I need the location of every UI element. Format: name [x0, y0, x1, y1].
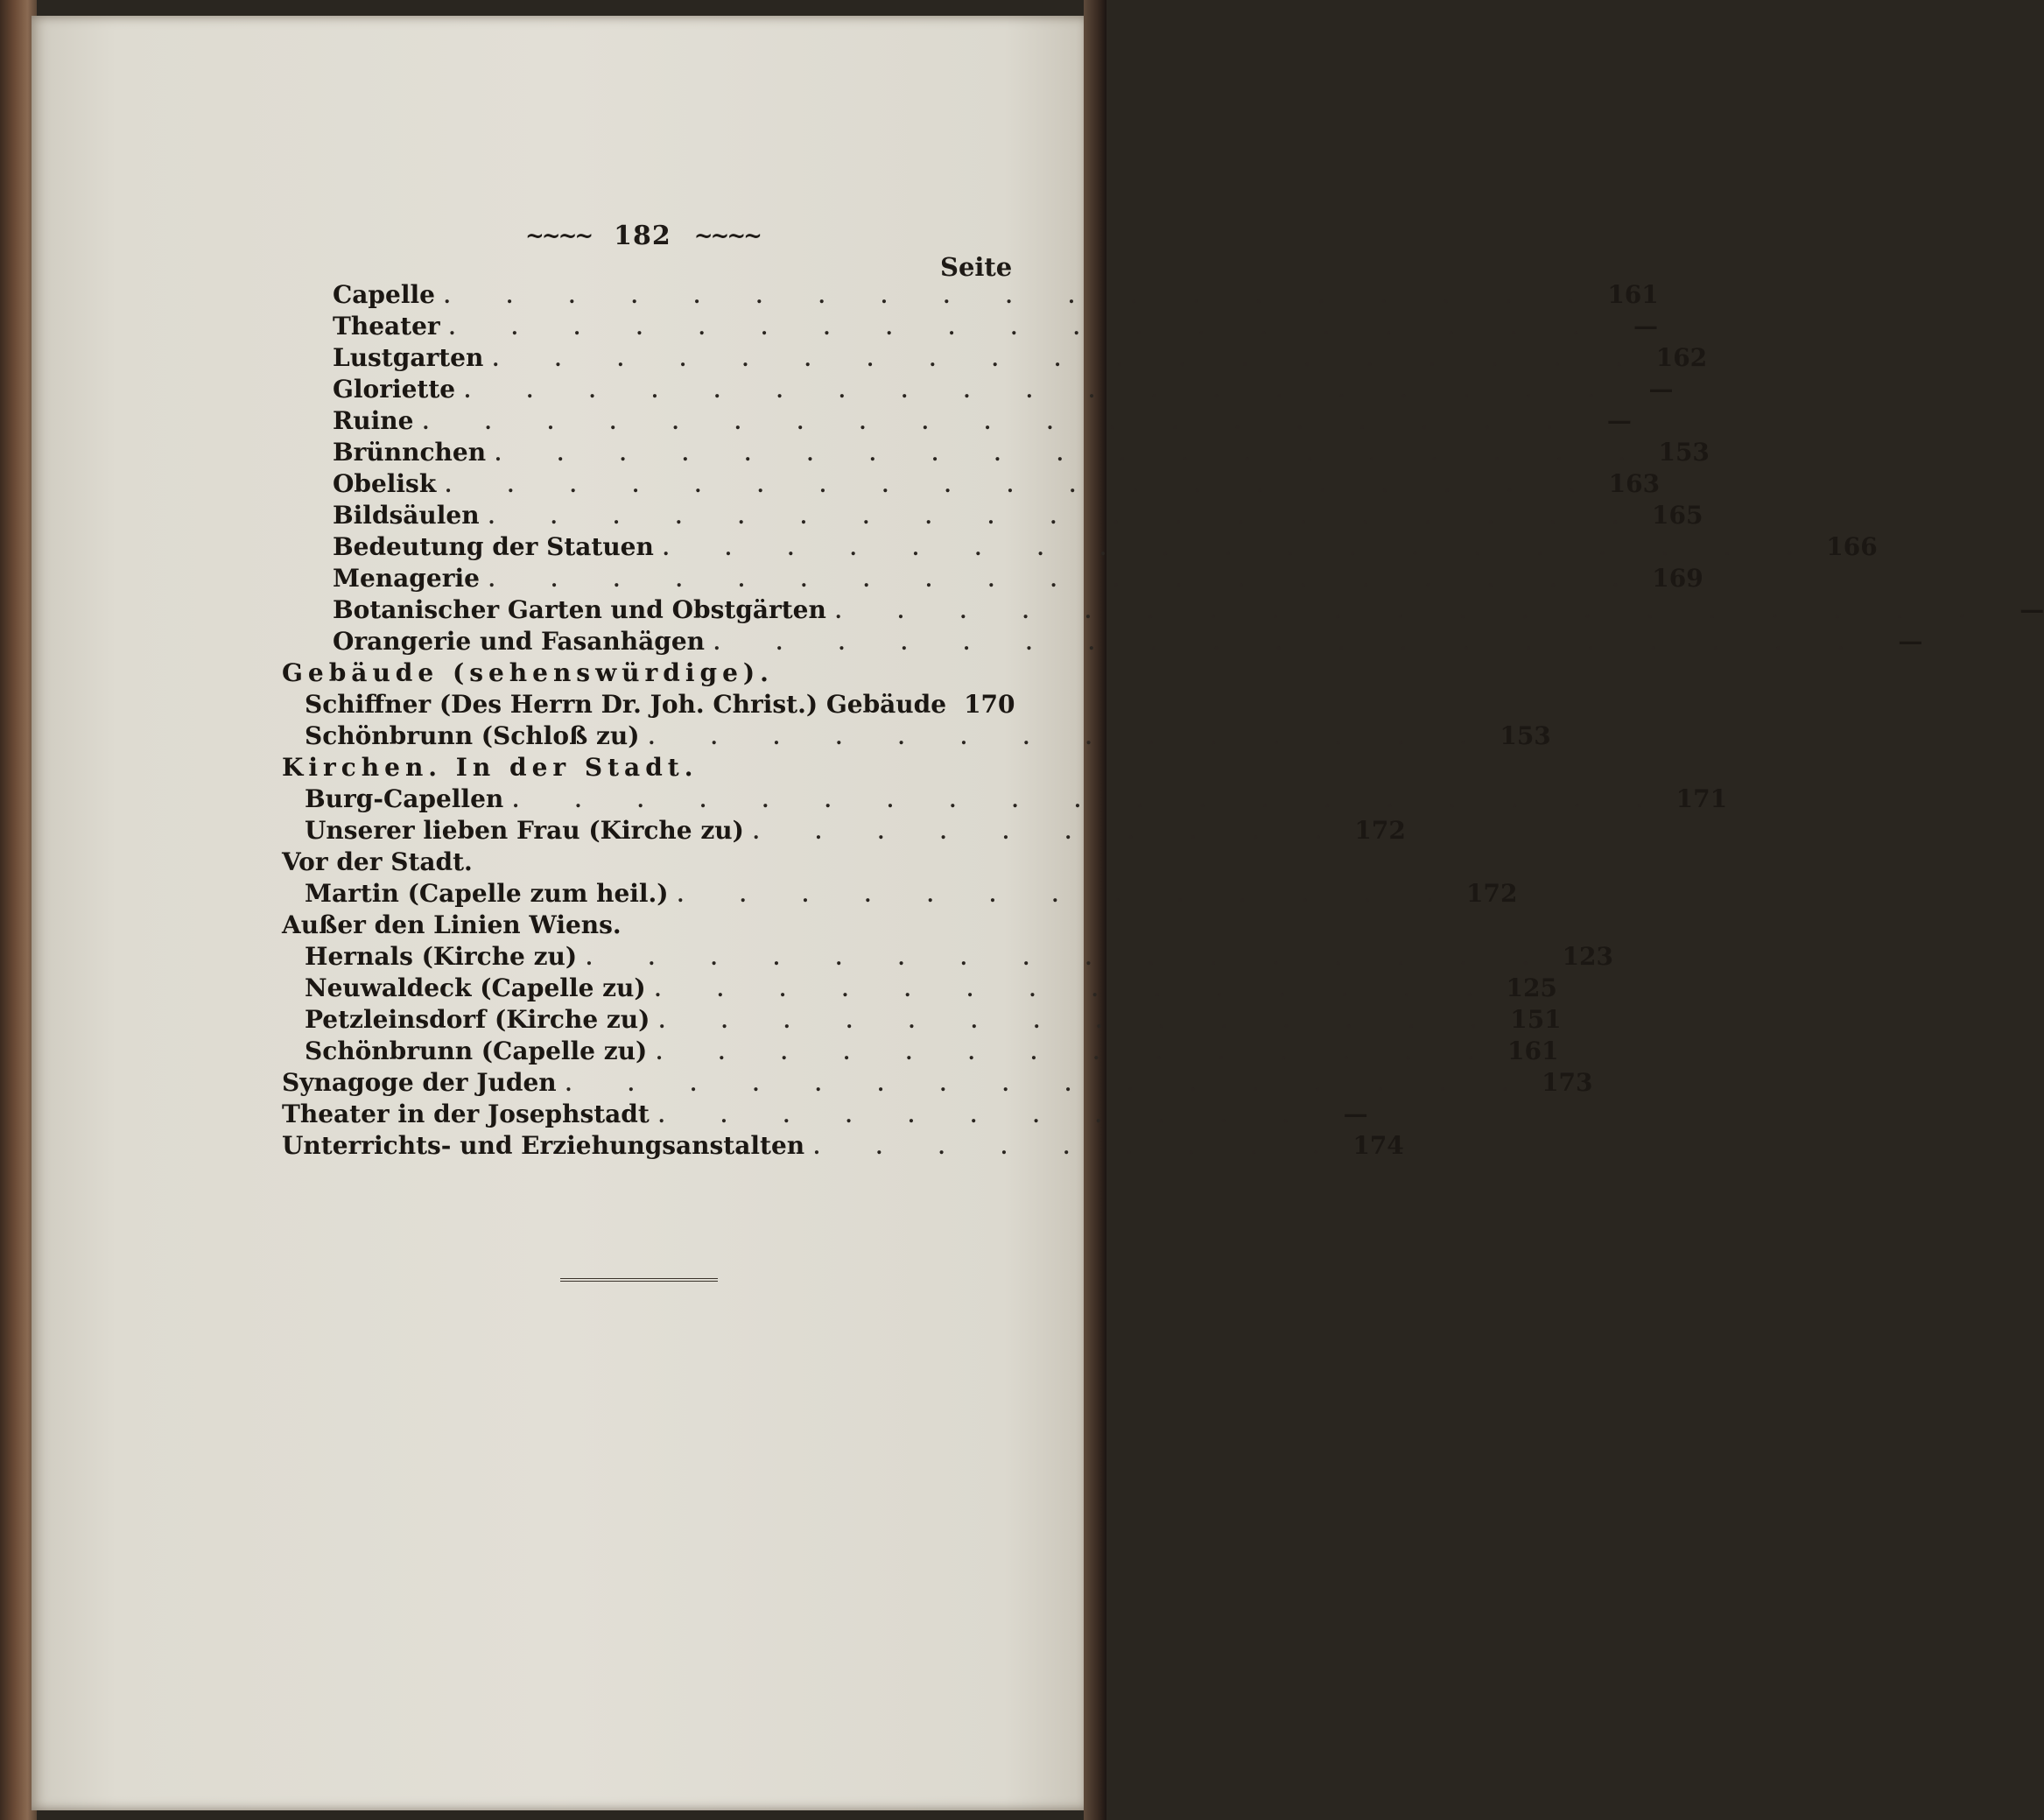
leader-dots: . . . . . . . . . — [813, 1136, 1345, 1159]
toc-entry — [333, 312, 1659, 343]
toc-entry — [305, 1005, 1562, 1036]
toc-entry-page: 153 — [1500, 721, 1551, 750]
toc-entry — [305, 721, 1551, 753]
toc-entry-label: Unserer lieben Frau (Kirche zu) — [305, 816, 744, 845]
toc-entry — [282, 1131, 1404, 1163]
toc-entry-page: 171 — [1675, 784, 1728, 813]
leader-dots: . . . . . . . . . . . . . . — [654, 979, 1498, 1001]
toc-entry-label: Petzleinsdorf (Kirche zu) — [305, 1005, 650, 1034]
leader-dots: . . . . . . . . . . . . . . . . — [565, 1073, 1534, 1096]
leader-dots: . . . . . . . . . . . . . . . . . . . — [662, 538, 1818, 560]
toc-entry — [333, 343, 1708, 375]
toc-entry — [333, 406, 1632, 438]
column-header-seite: Seite — [940, 252, 1013, 282]
toc-entry-label: Brünnchen — [333, 438, 487, 467]
toc-entry — [305, 784, 1728, 816]
toc-entry-page: 174 — [1352, 1131, 1404, 1160]
toc-entry — [333, 469, 1661, 501]
leader-dots: . . . . . . . . . . . . . . . . . . . — [834, 601, 1991, 623]
toc-entry — [282, 1100, 1368, 1131]
toc-entry-page: 162 — [1655, 343, 1708, 372]
leader-dots: . . . . . . . . . . . . . . — [656, 1042, 1500, 1065]
leader-dots: . . . . . . . . . . . . . . . . . . . — [445, 474, 1600, 497]
toc-entry-page: 165 — [1651, 501, 1703, 530]
toc-section-heading — [282, 753, 1011, 784]
toc-section-label: Gebäude (sehenswürdige). — [282, 658, 774, 687]
toc-entry-label: Theater — [333, 312, 440, 341]
toc-entry-page: 173 — [1542, 1068, 1593, 1097]
toc-entry — [333, 532, 1878, 564]
toc-entry — [333, 501, 1703, 532]
toc-entry — [305, 816, 1406, 847]
leader-dots: . . . . . . . . . . . . . — [677, 884, 1458, 907]
toc-entry-label: Capelle — [333, 280, 435, 309]
toc-entry-page: 161 — [1507, 1036, 1559, 1065]
toc-entry-label: Unterrichts- und Erziehungsanstalten — [282, 1131, 805, 1160]
toc-entry — [333, 375, 1674, 406]
toc-entry-page: 153 — [1658, 438, 1710, 467]
toc-entry — [333, 595, 2044, 627]
toc-entry-page: 172 — [1466, 879, 1518, 908]
leader-dots: . . . . . . . . . . . . . . . . . . . — [488, 506, 1643, 529]
header-ornament-left: ~~~~ — [525, 222, 592, 249]
toc-entry-page: 169 — [1652, 564, 1703, 593]
toc-entry-label: Synagoge der Juden — [282, 1068, 557, 1097]
toc-entry-label: Orangerie und Fasanhägen — [333, 627, 706, 656]
toc-entry-page: — — [1898, 627, 1923, 656]
leader-dots: . . . . . . . . . . . . . . — [648, 727, 1492, 749]
toc-entry-label: Botanischer Garten und Obstgärten — [333, 595, 826, 624]
toc-entry-label: Hernals (Kirche zu) — [305, 942, 578, 971]
toc-entry — [333, 280, 1659, 312]
toc-entry-page: — — [1648, 375, 1674, 404]
leader-dots: . . . . . . . . . . . . . . . . . . . — [422, 411, 1577, 434]
page-number: 182 — [614, 221, 671, 251]
toc-entry-label: Obelisk — [333, 469, 437, 498]
leader-dots: . . . . . . . . . . . . . . . . — [586, 947, 1554, 970]
toc-entry-label: Ruine — [333, 406, 414, 435]
toc-entry-label: Bedeutung der Statuen — [333, 532, 654, 561]
toc-entry — [282, 1068, 1593, 1100]
leader-dots: . . . . . . . . . . . . . . . . . . . — [713, 632, 1869, 655]
leader-dots: . . . . . . . . . . — [752, 821, 1346, 844]
leader-dots: . . . . . . . . . . . . . . . . . . . — [464, 380, 1619, 403]
toc-entry-label: Bildsäulen — [333, 501, 480, 530]
leader-dots: . . . . . . . . . . . — [657, 1105, 1314, 1128]
header-ornament-right: ~~~~ — [693, 222, 760, 249]
toc-entry-page: — — [1633, 312, 1659, 341]
toc-section-label: Vor der Stadt. — [282, 847, 473, 876]
toc-entry — [305, 690, 1015, 721]
end-rule-ornament — [560, 1268, 718, 1282]
toc-section-heading — [282, 658, 1011, 690]
toc-entry — [333, 438, 1710, 469]
toc-entry-label: Theater in der Josephstadt — [282, 1100, 650, 1128]
toc-entry-label: Burg-Capellen — [305, 784, 504, 813]
toc-entry-label: Schiffner (Des Herrn Dr. Joh. Christ.) Gebäude — [305, 690, 947, 719]
toc-entry — [305, 1036, 1559, 1068]
toc-entry — [333, 564, 1703, 595]
toc-section-label: Außer den Linien Wiens. — [282, 910, 622, 939]
toc-entry-page: 163 — [1608, 469, 1661, 498]
toc-entry-page: 123 — [1562, 942, 1614, 971]
toc-entry-label: Gloriette — [333, 375, 456, 404]
toc-entry-page: 170 — [964, 690, 1015, 719]
leader-dots: . . . . . . . . . . . . . . — [658, 1010, 1502, 1033]
toc-entry — [305, 879, 1518, 910]
toc-section-heading — [282, 910, 1011, 942]
toc-entry-label: Schönbrunn (Schloß zu) — [305, 721, 640, 750]
leader-dots: . . . . . . . . . . . . . . . . . . . — [495, 443, 1650, 466]
toc-entry-page: 151 — [1510, 1005, 1562, 1034]
toc-entry-page: 161 — [1607, 280, 1659, 309]
leader-dots: . . . . . . . . . . . . . . . . . . . — [492, 348, 1647, 371]
leader-dots: . . . . . . . . . . . . . . . . . . . — [443, 285, 1599, 308]
toc-section-label: Kirchen. In der Stadt. — [282, 753, 699, 782]
leader-dots: . . . . . . . . . . . . . . . . . . . — [512, 790, 1668, 812]
toc-entry — [305, 973, 1557, 1005]
toc-entry-page: — — [1343, 1100, 1368, 1128]
toc-entry — [333, 627, 1923, 658]
toc-entry-page: 166 — [1826, 532, 1878, 561]
leader-dots: . . . . . . . . . . . . . . . . . . . — [448, 317, 1605, 340]
toc-entry-label: Menagerie — [333, 564, 480, 593]
toc-entry-label: Lustgarten — [333, 343, 484, 372]
toc-section-heading — [282, 847, 1011, 879]
toc-entry-page: — — [1606, 406, 1632, 435]
toc-entry — [305, 942, 1614, 973]
toc-entry-label: Neuwaldeck (Capelle zu) — [305, 973, 646, 1002]
toc-entry-label: Schönbrunn (Capelle zu) — [305, 1036, 648, 1065]
leader-dots: . . . . . . . . . . . . . . . . . . . — [488, 569, 1644, 592]
toc-entry-page: — — [2019, 595, 2044, 624]
toc-entry-label: Martin (Capelle zum heil.) — [305, 879, 669, 908]
toc-entry-page: 125 — [1506, 973, 1557, 1002]
toc-entry-page: 172 — [1354, 816, 1406, 845]
